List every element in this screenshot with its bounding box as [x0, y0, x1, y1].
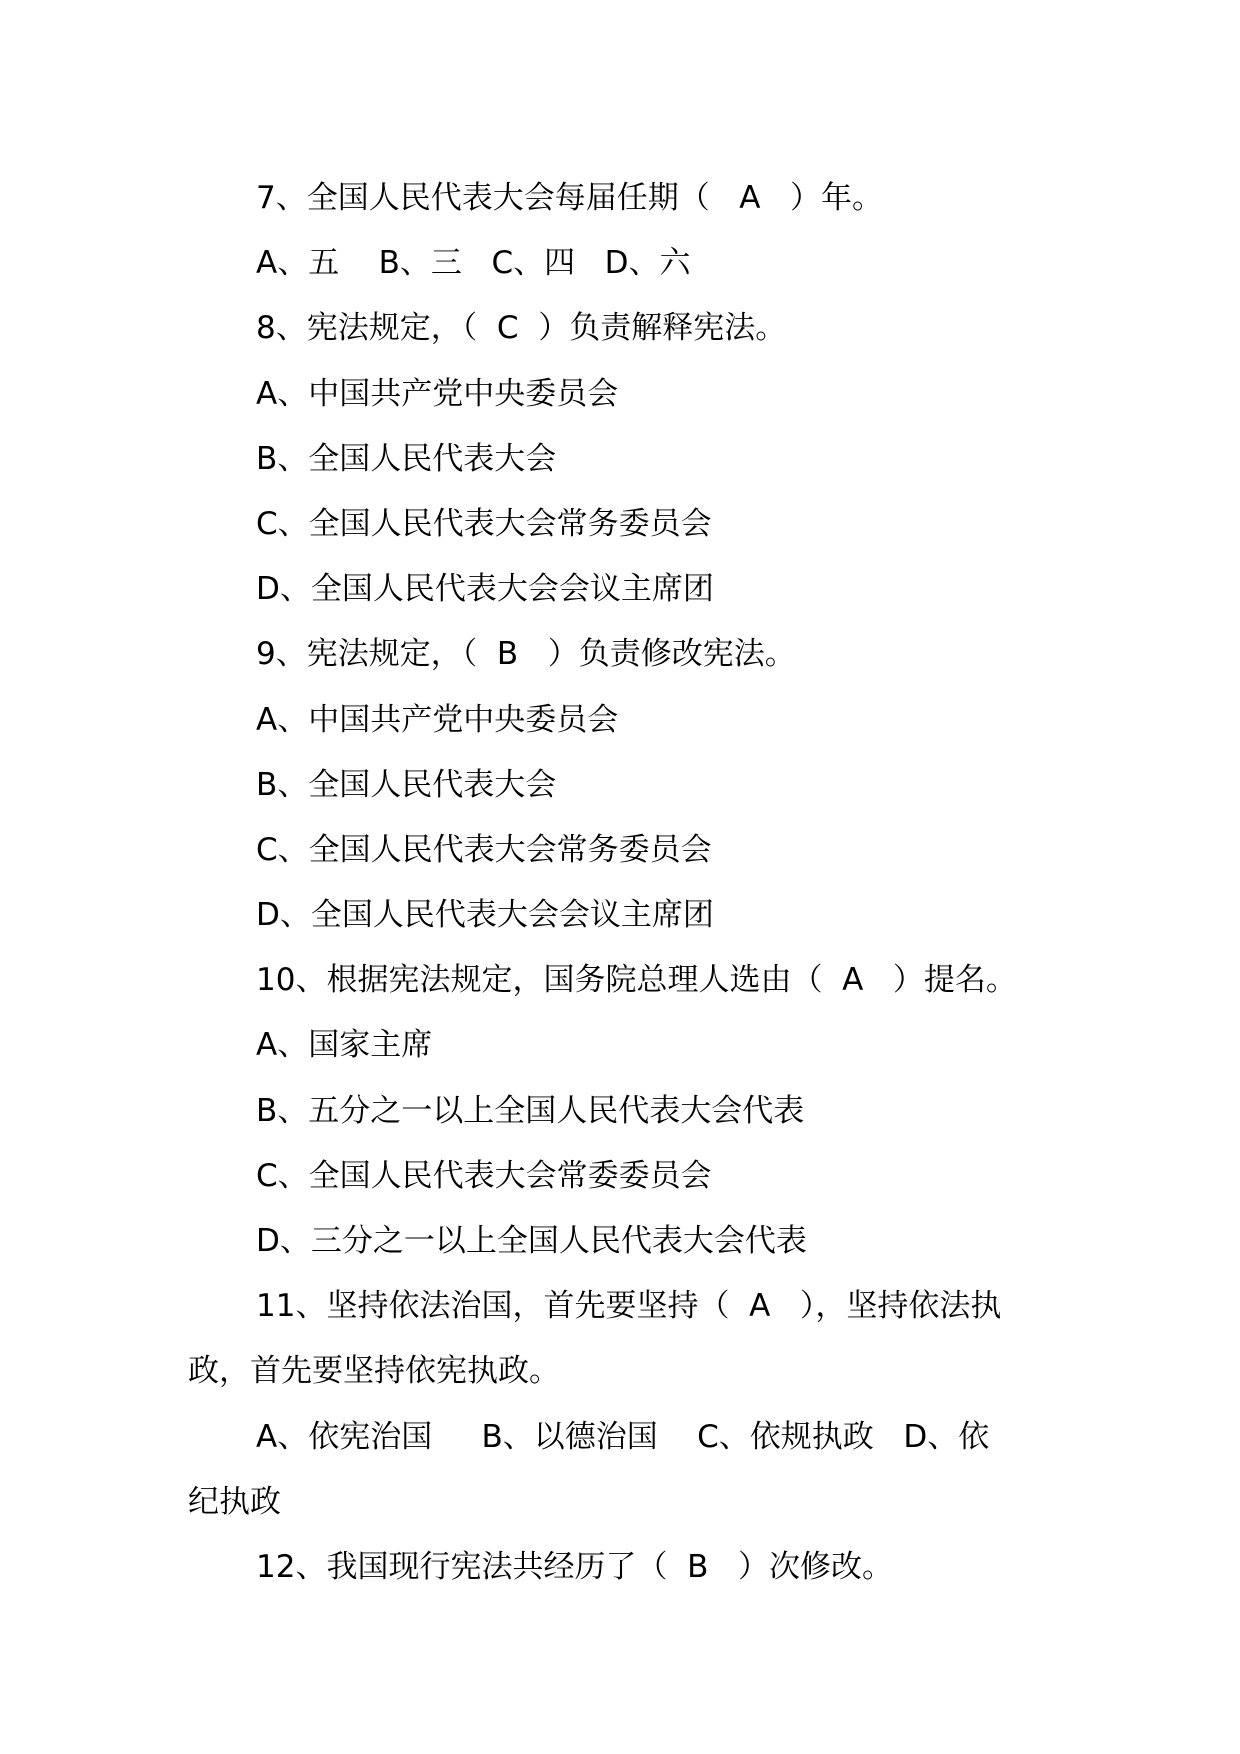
question-11-options: A、依宪治国 B、以德治国 C、依规执政 D、依 — [256, 1418, 990, 1455]
question-8-option-b: B、全国人民代表大会 — [256, 440, 557, 477]
question-11-stem: 11、坚持依法治国，首先要坚持（ A ），坚持依法执 — [256, 1288, 1002, 1325]
question-11-stem-continued: 政，首先要坚持依宪执政。 — [188, 1353, 560, 1390]
question-8-option-d: D、全国人民代表大会会议主席团 — [256, 571, 714, 608]
question-9-stem: 9、宪法规定，（ B ）负责修改宪法。 — [256, 636, 796, 673]
question-8-option-c: C、全国人民代表大会常务委员会 — [256, 505, 712, 542]
question-list — [188, 166, 1058, 1600]
question-10-option-a: A、国家主席 — [256, 1027, 433, 1064]
question-9-option-d: D、全国人民代表大会会议主席团 — [256, 897, 714, 934]
question-8-option-a: A、中国共产党中央委员会 — [256, 375, 619, 412]
question-9-option-b: B、全国人民代表大会 — [256, 766, 557, 803]
question-11-options-continued: 纪执政 — [188, 1483, 281, 1520]
question-9-option-c: C、全国人民代表大会常务委员会 — [256, 831, 712, 868]
question-12-stem: 12、我国现行宪法共经历了（ B ）次修改。 — [256, 1548, 893, 1585]
question-10-option-d: D、三分之一以上全国人民代表大会代表 — [256, 1223, 807, 1259]
question-8-stem: 8、宪法规定，（ C ）负责解释宪法。 — [256, 310, 787, 347]
question-7-options: A、五 B、三 C、四 D、六 — [256, 245, 691, 282]
question-10-stem: 10、根据宪法规定，国务院总理人选由（ A ）提名。 — [256, 962, 1017, 999]
question-9-option-a: A、中国共产党中央委员会 — [256, 701, 619, 738]
question-10-option-c: C、全国人民代表大会常委委员会 — [256, 1157, 712, 1194]
question-10-option-b: B、五分之一以上全国人民代表大会代表 — [256, 1092, 805, 1129]
question-7-stem: 7、全国人民代表大会每届任期（ A ）年。 — [256, 180, 884, 216]
